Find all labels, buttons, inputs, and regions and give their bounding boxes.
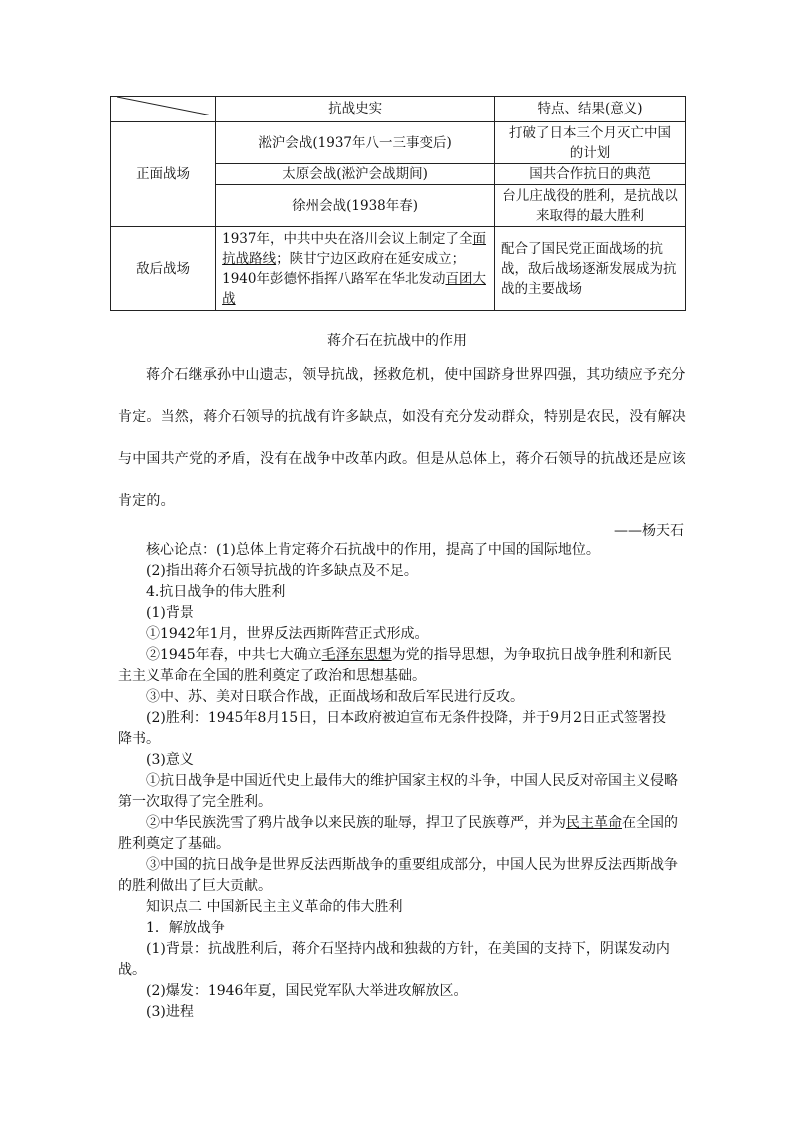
paragraph-line: (1)背景：抗战胜利后，蒋介石坚持内战和独裁的方针，在美国的支持下，阴谋发动内 (146, 941, 670, 957)
result-cell (495, 227, 686, 311)
text-run: 为党的指导思想，为争取抗日战争胜利和新民 (391, 647, 672, 663)
paragraph-line: ③中国的抗日战争是世界反法西斯战争的重要组成部分，中国人民为世界反法西斯战争 (146, 857, 678, 873)
underlined-term: 民主革命 (566, 815, 622, 831)
paragraph-line: 主主义革命在全国的胜利奠定了政治和思想基础。 (118, 668, 426, 684)
text-run: ②中华民族洗雪了鸦片战争以来民族的耻辱，捍卫了民族尊严，并为 (146, 815, 566, 831)
result-cell (495, 122, 686, 164)
result-line: 的计划 (569, 144, 611, 161)
paragraph-line (146, 645, 672, 665)
section-title: 知识点二 中国新民主主义革命的伟大胜利 (146, 899, 403, 915)
fact-cell: 徐州会战(1938年春) (216, 185, 495, 227)
paragraph-line: 胜利奠定了基础。 (118, 836, 230, 852)
fact-text: 1940年彭德怀指挥八路军在华北发动 (222, 270, 446, 287)
result-line: 配合了国民党正面战场的抗 (501, 240, 664, 257)
result-line: 战的主要战场 (501, 280, 583, 297)
paragraph-line: 降书。 (118, 731, 160, 747)
quote-line: 肯定的。 (118, 493, 175, 509)
result-line: 打破了日本三个月灭亡中国 (509, 124, 672, 141)
table-header-row (111, 97, 686, 122)
core-point-2: (2)指出蒋介石领导抗战的许多缺点及不足。 (146, 563, 418, 579)
underlined-term: 大战 (222, 270, 486, 307)
underlined-term: 面抗战路线 (222, 230, 486, 267)
core-point-1: 核心论点：(1)总体上肯定蒋介石抗战中的作用，提高了中国的国际地位。 (146, 542, 600, 558)
quote-line: 与中国共产党的矛盾，没有在战争中改革内政。但是从总体上，蒋介石领导的抗战还是应该 (118, 451, 686, 467)
result-line: 战，敌后战场逐渐发展成为抗 (501, 260, 677, 277)
diagonal-line (117, 97, 209, 115)
diagonal-header-cell (111, 97, 216, 122)
paragraph-line: ③中、苏、美对日联合作战，正面战场和敌后军民进行反攻。 (146, 689, 524, 705)
section-title: 4.抗日战争的伟大胜利 (146, 584, 286, 600)
subsection-title: (3)进程 (146, 1004, 194, 1020)
header-facts: 抗战史实 (216, 97, 495, 122)
paragraph-line: ①1942年1月，世界反法西斯阵营正式形成。 (146, 626, 429, 642)
text-run: 在全国的 (622, 815, 678, 831)
fact-cell: 太原会战(淞沪会战期间) (216, 164, 495, 185)
result-line: 来取得的最大胜利 (536, 207, 645, 224)
history-table (110, 96, 686, 311)
table-row (111, 227, 686, 311)
quote-line: 肯定。当然，蒋介石领导的抗战有许多缺点，如没有充分发动群众，特别是农民，没有解决 (118, 409, 686, 425)
paragraph-line: ①抗日战争是中国近代史上最伟大的维护国家主权的斗争，中国人民反对帝国主义侵略 (146, 773, 678, 789)
subsection-title: 1．解放战争 (146, 920, 225, 936)
fact-cell (216, 227, 495, 311)
underlined-term: 百团 (445, 270, 473, 287)
underlined-term: 毛泽东思想 (321, 647, 392, 663)
paragraph-line (146, 813, 678, 833)
result-line: 台儿庄战役的胜利，是抗战以 (502, 187, 678, 204)
quote-line: 蒋介石继承孙中山遗志，领导抗战，拯救危机，使中国跻身世界四强，其功绩应予充分 (146, 367, 686, 383)
paragraph-line: 的胜利做出了巨大贡献。 (118, 878, 272, 894)
text-run: ②1945年春，中共七大确立 (146, 647, 322, 663)
paragraph-line: (2)爆发：1946年夏，国民党军队大举进攻解放区。 (146, 983, 468, 999)
subsection-title: (3)意义 (146, 752, 194, 768)
quote-attribution: ——杨天石 (614, 523, 684, 539)
fact-cell: 淞沪会战(1937年八一三事变后) (216, 122, 495, 164)
paragraph-line: 战。 (118, 962, 146, 978)
rear-battlefield-label: 敌后战场 (111, 227, 216, 311)
fact-text: ；陕甘宁边区政府在延安成立； (276, 250, 466, 267)
front-battlefield-label: 正面战场 (111, 122, 216, 227)
subsection-title: (1)背景 (146, 605, 194, 621)
quote-title: 蒋介石在抗战中的作用 (327, 333, 467, 349)
paragraph-line: 第一次取得了完全胜利。 (118, 794, 272, 810)
paragraph-line: (2)胜利：1945年8月15日，日本政府被迫宣布无条件投降，并于9月2日正式签署投 (146, 710, 666, 726)
result-cell: 国共合作抗日的典范 (495, 164, 686, 185)
fact-text: 1937年，中共中央在洛川会议上制定了全 (222, 230, 473, 247)
table-row (111, 122, 686, 164)
header-result: 特点、结果(意义) (495, 97, 686, 122)
result-cell (495, 185, 686, 227)
